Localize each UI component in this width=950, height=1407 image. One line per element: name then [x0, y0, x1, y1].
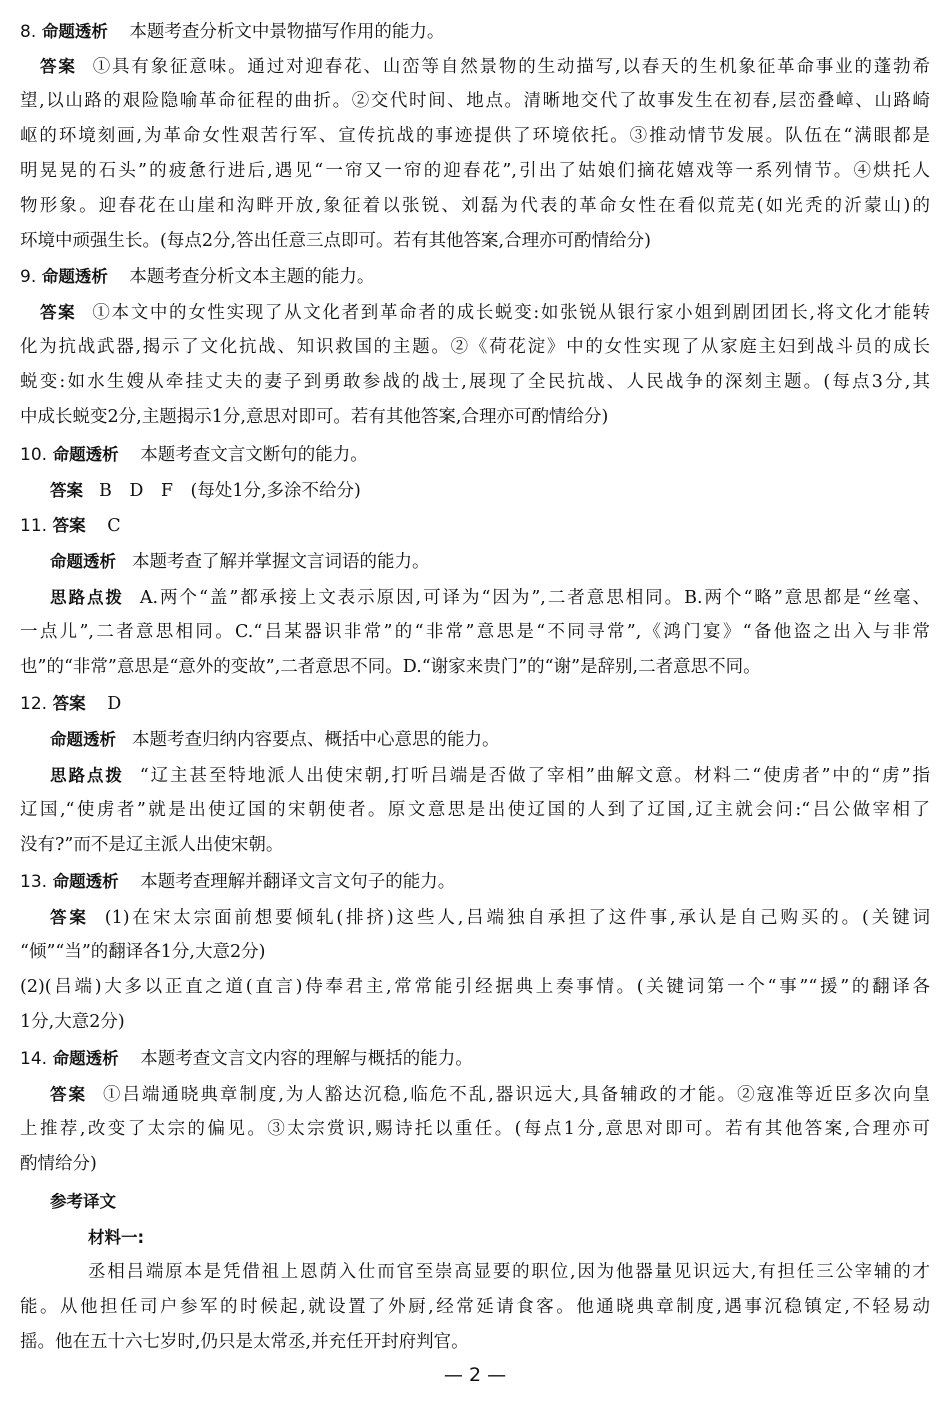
- q12-hint-tag: 思路点拨: [50, 766, 124, 785]
- q10-header: [20, 437, 930, 472]
- q12-answer-tag: 答案: [52, 694, 86, 713]
- q13-header: [20, 864, 930, 899]
- q11-hint: 一点儿”,二者意思相同。C.“吕某器识非常”的“非常”意思是“不同寻常”,《鸿门宴》“备他盗之出入与非常: [20, 622, 930, 642]
- translation-sub-heading: 材料一:: [88, 1228, 145, 1247]
- q13-answer-line: [50, 900, 930, 935]
- q9-number: 9.: [20, 267, 37, 287]
- q9-header: [20, 259, 930, 294]
- q9-text: 本题考查分析文本主题的能力。: [129, 267, 375, 287]
- q12-analysis-line: [50, 722, 930, 757]
- q11-tag: 命题透析: [50, 552, 116, 571]
- q8-tag: 命题透析: [41, 22, 108, 41]
- q12-hint: “辽主甚至特地派人出使宋朝,打听吕端是否做了宰相”曲解文意。材料二“使虏者”中的“虏”指: [139, 766, 930, 786]
- q13-line: (2)(吕端)大多以正直之道(直言)侍奉君主,常常能引经据典上奏事情。(关键词第一个“事”“援”的翻译各: [20, 977, 930, 997]
- q14-answer-line: [50, 1077, 930, 1112]
- q9-line: 化为抗战武器,揭示了文化抗战、知识救国的主题。②《荷花淀》中的女性实现了从家庭主妇到战斗员的成长: [20, 337, 930, 357]
- q8-line: 岖的环境刻画,为革命女性艰苦行军、宣传抗战的事迹提供了环境依托。③推动情节发展。队伍在“满眼都是: [20, 126, 930, 146]
- q14-number: 14.: [20, 1049, 48, 1069]
- q14-tag: 命题透析: [52, 1049, 119, 1068]
- q13-line: 1分,大意2分): [20, 1012, 125, 1032]
- q12-hint: 没有?”而不是辽主派人出使宋朝。: [20, 835, 284, 855]
- q13-text: 本题考查理解并翻译文言文句子的能力。: [140, 872, 456, 892]
- q8-text: 本题考查分析文中景物描写作用的能力。: [129, 22, 445, 42]
- q14-line: 酌情给分): [20, 1154, 97, 1174]
- q11-hint-line: [50, 580, 930, 615]
- q10-text: 本题考查文言文断句的能力。: [140, 445, 368, 465]
- q12-header: [20, 686, 930, 721]
- q10-answer-text: B D F (每处1分,多涂不给分): [99, 481, 361, 501]
- translation-heading: 参考译文: [50, 1192, 116, 1211]
- q11-hint: 也”的“非常”意思是“意外的变故”,二者意思不同。D.“谢家来贵门”的“谢”是辞别,二者意思不同。: [20, 657, 761, 677]
- q11-text: 本题考查了解并掌握文言词语的能力。: [132, 552, 430, 572]
- q8-header: [20, 14, 930, 49]
- q12-text: 本题考查归纳内容要点、概括中心意思的能力。: [132, 730, 500, 750]
- q9-line: ①本文中的女性实现了从文化者到革命者的成长蜕变:如张锐从银行家小姐到剧团团长,将文化才能转: [92, 303, 930, 323]
- q8-line: 环境中顽强生长。(每点2分,答出任意三点即可。若有其他答案,合理亦可酌情给分): [20, 231, 651, 251]
- translation-line: 能。从他担任司户参军的时候起,就设置了外厨,经常延请食客。他通晓典章制度,遇事沉稳镇定,不轻易动: [20, 1297, 930, 1317]
- q8-answer-tag: 答案: [40, 57, 77, 76]
- q9-tag: 命题透析: [41, 267, 108, 286]
- q11-header: [20, 508, 930, 543]
- q11-analysis-line: [50, 544, 930, 579]
- q10-number: 10.: [20, 445, 48, 465]
- q9-line: 中成长蜕变2分,主题揭示1分,意思对即可。若有其他答案,合理亦可酌情给分): [20, 407, 609, 427]
- q13-line: “倾”“当”的翻译各1分,大意2分): [20, 942, 266, 962]
- q14-header: [20, 1041, 930, 1076]
- q14-line: ①吕端通晓典章制度,为人豁达沉稳,临危不乱,器识远大,具备辅政的才能。②寇准等近臣多次向皇: [102, 1085, 930, 1105]
- q8-line: 望,以山路的艰险隐喻革命征程的曲折。②交代时间、地点。清晰地交代了故事发生在初春,层峦叠嶂、山路崎: [20, 91, 930, 111]
- q14-line: 上推荐,改变了太宗的偏见。③太宗赏识,赐诗托以重任。(每点1分,意思对即可。若有其他答案,合理亦可: [20, 1119, 930, 1139]
- q8-number: 8.: [20, 22, 37, 42]
- q11-hint: A.两个“盖”都承接上文表示原因,可译为“因为”,二者意思相同。B.两个“略”意思都是“丝毫、: [139, 588, 930, 608]
- q13-line: (1)在宋太宗面前想要倾轧(排挤)这些人,吕端独自承担了这件事,承认是自己购买的。(关键词: [104, 908, 930, 928]
- page-number: — 2 —: [443, 1364, 507, 1386]
- q10-answer-tag: 答案: [50, 481, 83, 500]
- q10-answer-line: [50, 473, 930, 508]
- q13-tag: 命题透析: [52, 872, 119, 891]
- q12-hint-line: [50, 758, 930, 793]
- q8-answer-line: [40, 49, 930, 84]
- q10-tag: 命题透析: [52, 445, 119, 464]
- q9-answer-tag: 答案: [40, 303, 77, 322]
- translation-line: 摇。他在五十六七岁时,仍只是太常丞,并充任开封府判官。: [20, 1332, 469, 1352]
- q12-number: 12.: [20, 694, 48, 714]
- q12-tag: 命题透析: [50, 730, 116, 749]
- q11-answer: C: [107, 516, 121, 536]
- q12-hint: 辽国,“使虏者”就是出使辽国的宋朝使者。原文意思是出使辽国的人到了辽国,辽主就会问:“吕公做宰相了: [20, 800, 930, 820]
- q8-line: 物形象。迎春花在山崖和沟畔开放,象征着以张锐、刘磊为代表的革命女性在看似荒芜(如光秃的沂蒙山)的: [20, 196, 930, 216]
- q11-answer-tag: 答案: [52, 516, 86, 535]
- q12-answer: D: [107, 694, 122, 714]
- q11-hint-tag: 思路点拨: [50, 588, 124, 607]
- q8-line: ①具有象征意味。通过对迎春花、山峦等自然景物的生动描写,以春天的生机象征革命事业的蓬勃希: [92, 57, 930, 77]
- q13-answer-tag: 答案: [50, 908, 89, 927]
- q9-line: 蜕变:如水生嫂从牵挂丈夫的妻子到勇敢参战的战士,展现了全民抗战、人民战争的深刻主题。(每点3分,其: [20, 372, 930, 392]
- q9-answer-line: [40, 295, 930, 330]
- q14-text: 本题考查文言文内容的理解与概括的能力。: [140, 1049, 473, 1069]
- q11-number: 11.: [20, 516, 48, 536]
- translation-line: 丞相吕端原本是凭借祖上恩荫入仕而官至崇高显要的职位,因为他器量见识远大,有担任三公宰辅的才: [88, 1262, 930, 1282]
- q14-answer-tag: 答案: [50, 1085, 87, 1104]
- q13-number: 13.: [20, 872, 48, 892]
- q8-line: 明晃晃的石头”的疲惫行进后,遇见“一帘又一帘的迎春花”,引出了姑娘们摘花嬉戏等一系列情节。④烘托人: [20, 161, 930, 181]
